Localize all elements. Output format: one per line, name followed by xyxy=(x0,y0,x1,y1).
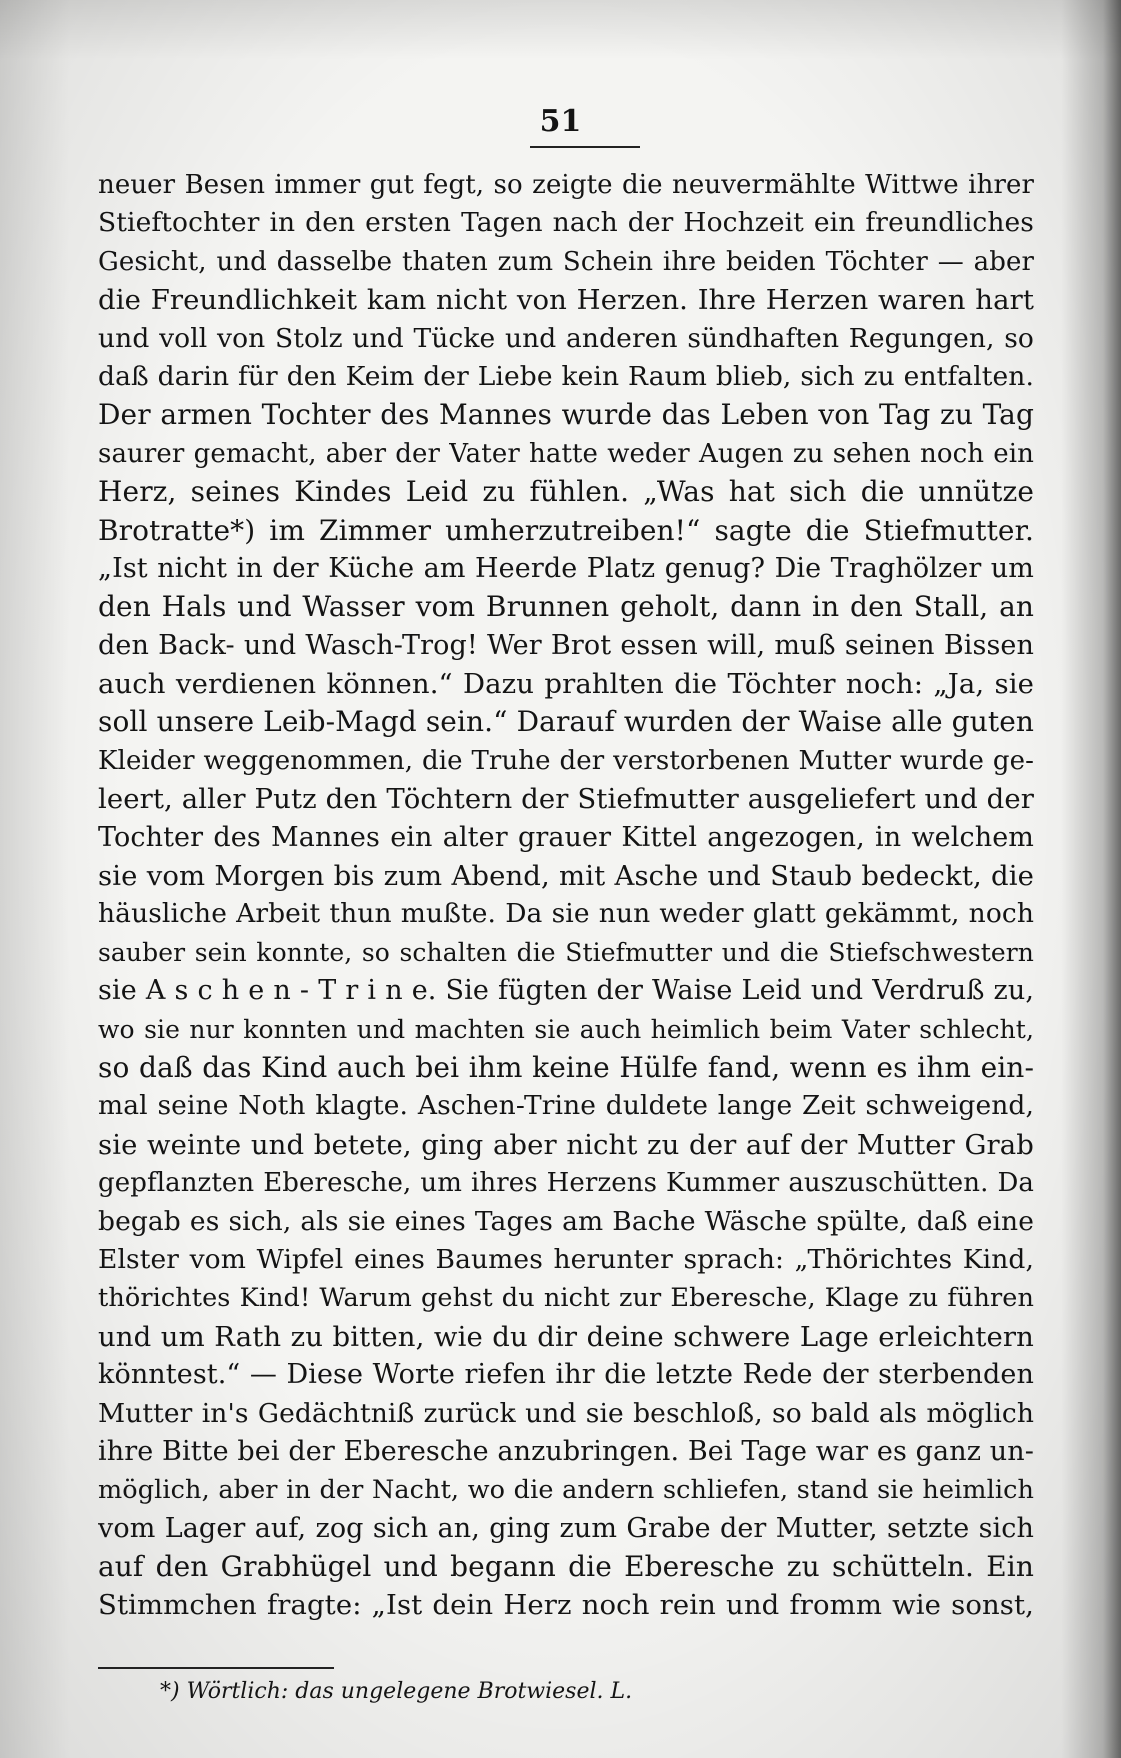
page-shadow-top xyxy=(0,0,1121,60)
text-line: Elster vom Wipfel eines Baumes herunter sprach: „Thörichtes Kind, xyxy=(98,1243,1034,1275)
text-line: ihre Bitte bei der Eberesche anzubringen. Bei Tage war es ganz un- xyxy=(98,1435,1034,1467)
text-line: thörichtes Kind! Warum gehst du nicht zur Eberesche, Klage zu führen xyxy=(98,1283,1034,1314)
text-line: Stimmchen fragte: „Ist dein Herz noch rein und fromm wie sonst, xyxy=(98,1589,1034,1622)
text-line: auf den Grabhügel und begann die Eberesche zu schütteln. Ein xyxy=(98,1550,1034,1584)
text-line: Gesicht, und dasselbe thaten zum Schein ihre beiden Töchter — aber xyxy=(98,246,1034,277)
text-line: soll unsere Leib-Magd sein.“ Darauf wurden der Waise alle guten xyxy=(98,705,1034,739)
text-line: saurer gemacht, aber der Vater hatte weder Augen zu sehen noch ein xyxy=(98,438,1034,469)
body-text xyxy=(98,166,1034,1625)
text-line: sie weinte und betete, ging aber nicht zu der auf der Mutter Grab xyxy=(98,1128,1034,1161)
text-line: und um Rath zu bitten, wie du dir deine schwere Lage erleichtern xyxy=(98,1320,1034,1353)
text-line: mal seine Noth klagte. Aschen-Trine duldete lange Zeit schweigend, xyxy=(98,1090,1034,1122)
text-line: sie A s c h e n - T r i n e. Sie fügten der Waise Leid und Verdruß zu, xyxy=(98,975,1034,1007)
text-line: Tochter des Mannes ein alter grauer Kittel angezogen, in welchem xyxy=(98,821,1034,853)
text-line: so daß das Kind auch bei ihm keine Hülfe fand, wenn es ihm ein- xyxy=(98,1050,1034,1084)
text-line: möglich, aber in der Nacht, wo die andern schliefen, stand sie heimlich xyxy=(98,1475,1034,1506)
text-line: sauber sein konnte, so schalten die Stiefmutter und die Stiefschwestern xyxy=(98,937,1034,967)
text-line: und voll von Stolz und Tücke und anderen sündhaften Regungen, so xyxy=(98,322,1034,354)
text-line: den Hals und Wasser vom Brunnen geholt, dann in den Stall, an xyxy=(98,590,1034,624)
text-line: leert, aller Putz den Töchtern der Stiefmutter ausgeliefert und der xyxy=(98,783,1034,816)
text-line: den Back- und Wasch-Trog! Wer Brot essen will, muß seinen Bissen xyxy=(98,629,1034,661)
text-line: begab es sich, als sie eines Tages am Bache Wäsche spülte, daß eine xyxy=(98,1205,1034,1237)
text-line: daß darin für den Keim der Liebe kein Raum blieb, sich zu entfalten. xyxy=(98,360,1034,392)
text-line: sie vom Morgen bis zum Abend, mit Asche und Staub bedeckt, die xyxy=(98,860,1034,893)
text-line: auch verdienen können.“ Dazu prahlten die Töchter noch: „Ja, sie xyxy=(98,668,1034,701)
page-number-rule xyxy=(530,146,640,148)
text-line: Herz, seines Kindes Leid zu fühlen. „Was hat sich die unnütze xyxy=(98,475,1034,509)
text-line: Der armen Tochter des Mannes wurde das Leben von Tag zu Tag xyxy=(98,398,1034,432)
text-line: gepflanzten Eberesche, um ihres Herzens Kummer auszuschütten. Da xyxy=(98,1168,1034,1199)
text-line: Stieftochter in den ersten Tagen nach der Hochzeit ein freundliches xyxy=(98,207,1034,239)
text-line: die Freundlichkeit kam nicht von Herzen. Ihre Herzen waren hart xyxy=(98,284,1034,317)
footnote-rule xyxy=(98,1667,334,1669)
text-line: neuer Besen immer gut fegt, so zeigte die neuvermählte Wittwe ihrer xyxy=(98,170,1034,200)
footnote: *) Wörtlich: das ungelegene Brotwiesel. L. xyxy=(160,1679,633,1704)
text-line: Kleider weggenommen, die Truhe der verstorbenen Mutter wurde ge- xyxy=(98,745,1034,776)
text-line: häusliche Arbeit thun mußte. Da sie nun weder glatt gekämmt, noch xyxy=(98,898,1034,930)
page-number: 51 xyxy=(539,104,582,139)
page-shadow-left xyxy=(0,0,70,1758)
text-line: Mutter in's Gedächtniß zurück und sie beschloß, so bald als möglich xyxy=(98,1397,1034,1429)
text-line: Brotratte*) im Zimmer umherzutreiben!“ sagte die Stiefmutter. xyxy=(98,513,1034,547)
text-line: könntest.“ — Diese Worte riefen ihr die letzte Rede der sterbenden xyxy=(98,1359,1034,1391)
page-shadow-right xyxy=(1061,0,1121,1758)
text-line: „Ist nicht in der Küche am Heerde Platz genug? Die Traghölzer um xyxy=(98,552,1034,584)
text-line: vom Lager auf, zog sich an, ging zum Grabe der Mutter, setzte sich xyxy=(98,1512,1034,1544)
text-line: wo sie nur konnten und machten sie auch heimlich beim Vater schlecht, xyxy=(98,1014,1034,1044)
